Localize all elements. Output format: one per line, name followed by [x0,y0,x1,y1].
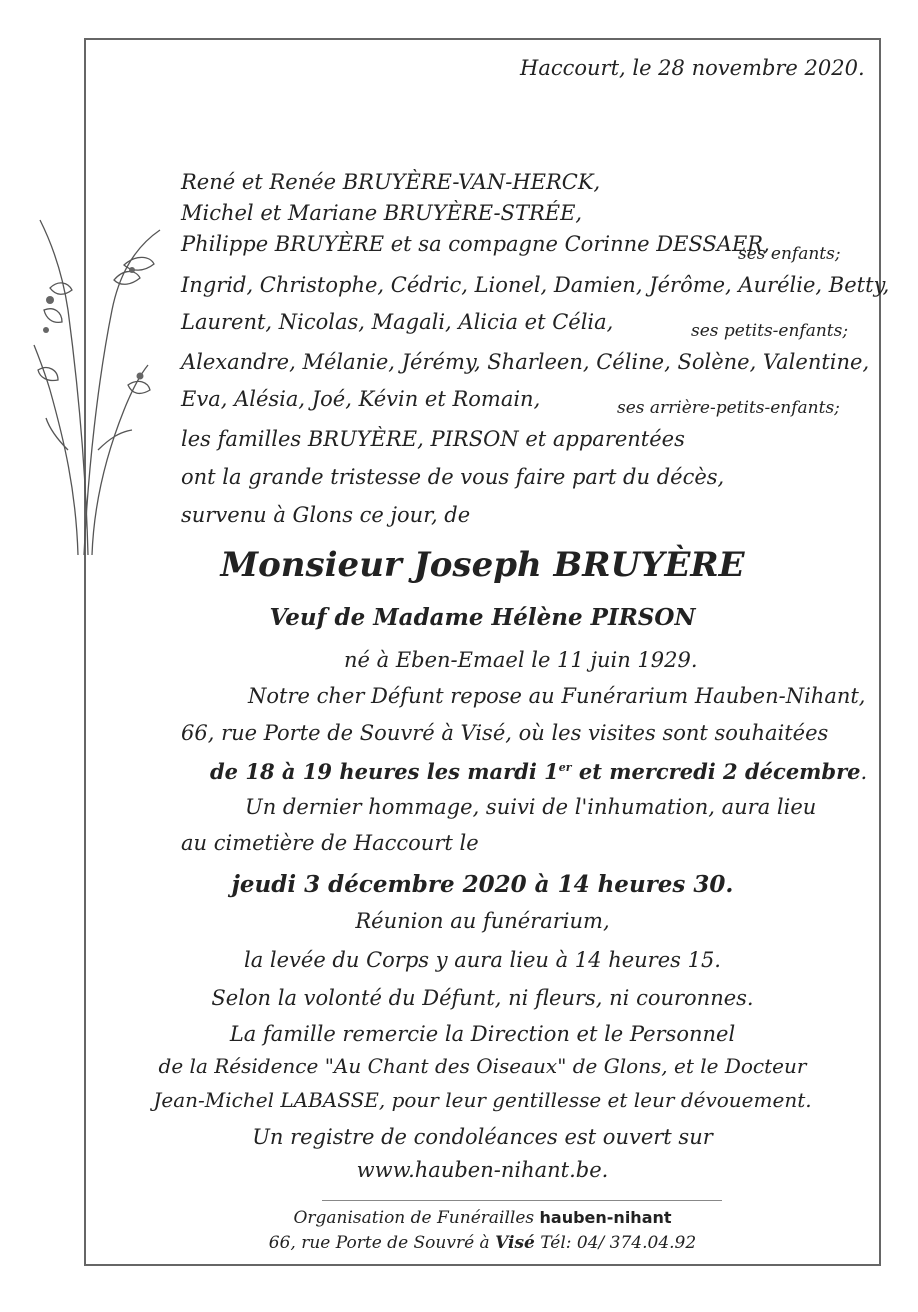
details-line-7: Un registre de condoléances est ouvert sur [252,1125,713,1149]
details-line-6: Jean-Michel LABASSE, pour leur gentillesse et leur dévouement. [153,1088,812,1112]
place-date: Haccourt, le 28 novembre 2020. [520,56,865,80]
footer-phone: Tél: 04/ 374.04.92 [534,1233,697,1253]
footer-city: Visé [495,1233,535,1253]
widow-of: Veuf de Madame Hélène PIRSON [269,604,696,631]
family-line-7: Eva, Alésia, Joé, Kévin et Romain, [181,387,541,411]
ceremony-line-1: Un dernier hommage, suivi de l'inhumation, aura lieu [245,795,817,819]
footer-divider [322,1200,722,1201]
brand-logo: hauben-nihant [539,1208,672,1227]
family-line-3: Philippe BRUYÈRE et sa compagne Corinne DESSAER, [181,232,770,256]
details-line-2: la levée du Corps y aura lieu à 14 heures 15. [243,948,721,972]
family-line-6: Alexandre, Mélanie, Jérémy, Sharleen, Céline, Solène, Valentine, [181,350,870,374]
footer-address-prefix: 66, rue Porte de Souvré à [268,1233,496,1253]
visits-line-2: 66, rue Porte de Souvré à Visé, où les visites sont souhaitées [181,721,829,745]
funeral-website[interactable]: www.hauben-nihant.be. [356,1158,609,1182]
label-children: ses enfants; [738,244,841,264]
label-greatgrandchildren: ses arrière-petits-enfants; [617,398,840,418]
wheat-plant-icon [28,150,168,560]
label-grandchildren: ses petits-enfants; [691,321,849,341]
visit-hours-period: . [860,760,868,784]
details-line-5: de la Résidence "Au Chant des Oiseaux" de Glons, et le Docteur [158,1054,807,1078]
family-line-10: survenu à Glons ce jour, de [181,503,471,527]
ceremony-date: jeudi 3 décembre 2020 à 14 heures 30. [231,871,734,898]
ceremony-line-2: au cimetière de Haccourt le [181,831,479,855]
footer-org-prefix: Organisation de Funérailles [293,1208,540,1228]
visit-hours [210,761,867,783]
family-line-4: Ingrid, Christophe, Cédric, Lionel, Damien, Jérôme, Aurélie, Betty, [181,273,890,297]
family-line-8: les familles BRUYÈRE, PIRSON et apparentées [181,427,685,451]
details-line-3: Selon la volonté du Défunt, ni fleurs, ni couronnes. [211,986,754,1010]
birth-info: né à Eben-Emael le 11 juin 1929. [344,648,698,672]
visit-hours-superscript: er [558,761,572,774]
visit-hours-part-2: et mercredi 2 décembre [571,759,861,784]
deceased-name: Monsieur Joseph BRUYÈRE [220,545,745,585]
family-line-2: Michel et Mariane BRUYÈRE-STRÉE, [181,201,583,225]
family-line-9: ont la grande tristesse de vous faire part du décès, [181,465,725,489]
visit-hours-part-1: de 18 à 19 heures les mardi 1 [210,759,559,784]
visits-line-1: Notre cher Défunt repose au Funérarium Hauben-Nihant, [248,684,866,708]
footer-address [84,1235,881,1252]
details-line-4: La famille remercie la Direction et le Personnel [229,1022,736,1046]
family-line-1: René et Renée BRUYÈRE-VAN-HERCK, [181,170,601,194]
family-line-5: Laurent, Nicolas, Magali, Alicia et Célia, [181,310,614,334]
details-line-1: Réunion au funérarium, [355,909,610,933]
footer-organisation [84,1210,881,1227]
